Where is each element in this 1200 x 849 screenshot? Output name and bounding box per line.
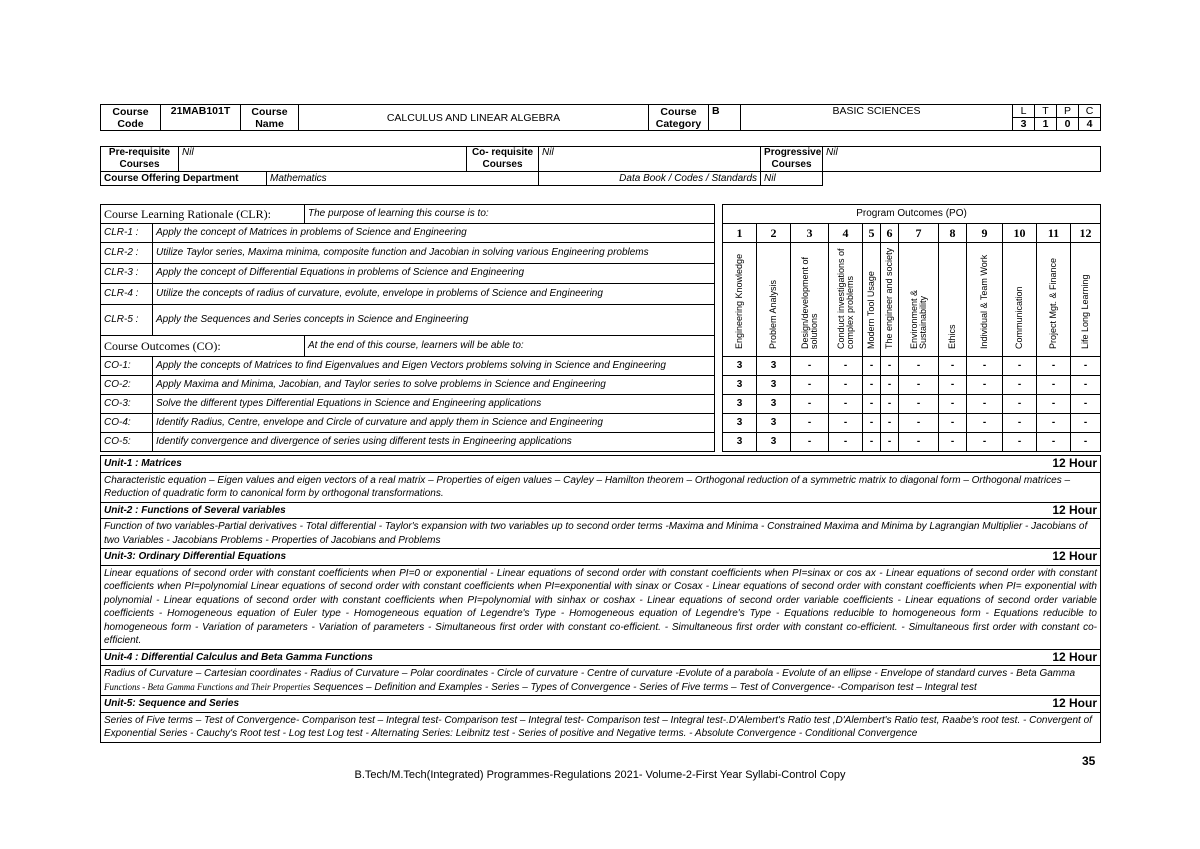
po-label: Engineering Knowledge — [723, 243, 757, 357]
unit-header — [101, 456, 1101, 473]
clr-purpose: The purpose of learning this course is to: — [305, 205, 715, 224]
co-po-value: - — [791, 433, 829, 452]
course-name-label: Course Name — [241, 105, 299, 131]
co-po-value: - — [829, 395, 863, 414]
unit-hours: 12 Hour — [1052, 456, 1097, 470]
co-po-value: - — [1071, 376, 1101, 395]
unit-title: Unit-4 : Differential Calculus and Beta Gamma Functions — [104, 651, 373, 663]
unit-title: Unit-2 : Functions of Several variables — [104, 504, 286, 516]
department-value: Mathematics — [267, 172, 539, 186]
co-po-value: - — [1071, 395, 1101, 414]
unit-header — [101, 549, 1101, 566]
course-code-label: Course Code — [101, 105, 161, 131]
co-po-value: 3 — [757, 376, 791, 395]
co-po-value: - — [899, 414, 939, 433]
co-po-value: - — [1003, 357, 1037, 376]
po-label: Modern Tool Usage — [863, 243, 881, 357]
co-po-value: - — [939, 357, 967, 376]
co-text: Identify convergence and divergence of series using different tests in Engineering applications — [153, 433, 715, 452]
co-po-value: - — [1037, 433, 1071, 452]
co-po-value: - — [881, 376, 899, 395]
co-po-value: - — [829, 433, 863, 452]
page-footer: B.Tech/M.Tech(Integrated) Programmes-Regulations 2021- Volume-2-First Year Syllabi-Control Copy — [354, 769, 846, 781]
co-po-value: - — [939, 395, 967, 414]
co-title: Course Outcomes (CO): — [101, 336, 305, 357]
co-code: CO-2: — [101, 376, 153, 395]
co-code: CO-4: — [101, 414, 153, 433]
clr-code: CLR-4 : — [101, 284, 153, 305]
unit-title: Unit-1 : Matrices — [104, 458, 182, 469]
co-po-value: - — [881, 433, 899, 452]
unit-title: Unit-5: Sequence and Series — [104, 698, 240, 709]
co-po-value: - — [1003, 414, 1037, 433]
co-po-value: 3 — [723, 357, 757, 376]
po-number: 12 — [1071, 224, 1101, 243]
unit-body: Function of two variables-Partial derivatives - Total differential - Taylor's expansion with two variables up to second order terms -Maxima and Minima - Constrained Maxima and Minima by Lagrangian Multiplier - Jacobians of two Variables - Jacobians Problems - Properties of Jacobians and Problems — [101, 519, 1101, 549]
co-po-value: - — [967, 414, 1003, 433]
co-po-value: - — [1037, 395, 1071, 414]
co-po-value: - — [1003, 376, 1037, 395]
po-label: Communication — [1003, 243, 1037, 357]
co-po-value: - — [1003, 395, 1037, 414]
co-po-value: 3 — [723, 395, 757, 414]
po-number: 7 — [899, 224, 939, 243]
co-po-value: - — [967, 357, 1003, 376]
clr-code: CLR-5 : — [101, 304, 153, 335]
po-label: Conduct investigations of complex problems — [829, 243, 863, 357]
po-label: Design/development of solutions — [791, 243, 829, 357]
unit-body: Series of Five terms – Test of Convergence- Comparison test – Integral test- Comparison test – Integral test- Comparison test – Integral test-.D'Alembert's Ratio test ,D'Alembert's Ratio test, Raabe's root test. - Convergent of Exponential Series - Cauchy's Root test - Log test Log test - Alternating Series: Leibnitz test - Series of positive and Negative terms. - Absolute Convergence - Conditional Convergence — [101, 712, 1101, 742]
co-po-value: - — [899, 433, 939, 452]
co-po-value: - — [863, 433, 881, 452]
co-po-value: - — [899, 376, 939, 395]
ltpc-value-p: 0 — [1057, 118, 1079, 131]
ltpc-value-t: 1 — [1035, 118, 1057, 131]
co-row — [101, 433, 1101, 452]
co-po-value: - — [791, 357, 829, 376]
po-label: Project Mgt. & Finance — [1037, 243, 1071, 357]
databook-label: Data Book / Codes / Standards — [539, 172, 761, 186]
co-intro: At the end of this course, learners will be able to: — [305, 336, 715, 357]
po-number: 2 — [757, 224, 791, 243]
co-code: CO-1: — [101, 357, 153, 376]
clr-code: CLR-3 : — [101, 263, 153, 284]
po-label: Ethics — [939, 243, 967, 357]
co-po-value: - — [829, 414, 863, 433]
po-number: 9 — [967, 224, 1003, 243]
po-number: 10 — [1003, 224, 1037, 243]
co-code: CO-5: — [101, 433, 153, 452]
outcomes-table — [100, 204, 1101, 452]
prerequisite-label: Pre-requisite Courses — [101, 147, 179, 172]
page-number: 35 — [1082, 754, 1096, 768]
po-number: 11 — [1037, 224, 1071, 243]
ltpc-label-t: T — [1035, 105, 1057, 118]
co-po-value: - — [1071, 414, 1101, 433]
clr-text: Utilize Taylor series, Maxima minima, composite function and Jacobian in solving various Engineering problems — [153, 243, 715, 264]
ltpc-label-c: C — [1079, 105, 1101, 118]
course-category-label: Course Category — [649, 105, 709, 131]
clr-code: CLR-1 : — [101, 224, 153, 243]
unit-hours: 12 Hour — [1052, 502, 1097, 517]
progressive-label: Progressive Courses — [761, 147, 823, 172]
co-po-value: 3 — [723, 433, 757, 452]
unit-body: Linear equations of second order with constant coefficients when PI=0 or exponential - Linear equations of second order with constant coefficients when PI=sinax or cos ax - Linear equations of second order with constant coefficients when PI=polynomial Linear equations of second order with constant coefficients when PI=exponential with sinax or Cosax - Linear equations of second order with constant coefficients when PI= exponential with polynomial - Linear equations of second order with constant coefficients when PI=polynomial with sinhax or coshax - Linear equations of second order variable coefficients - Linear equations of second order variable coefficients - Homogeneous equation of Euler type - Homogeneous equation of Legendre's Type - Homogeneous equation of Legendre's Type - Equations reducible to homogeneous form - Equations reducible to homogeneous form - Variation of parameters - Variation of parameters - Simultaneous first order with constant co-efficient. - Simultaneous first order with constant co-efficient. - Simultaneous first order with constant co-efficient. — [101, 565, 1101, 649]
co-po-value: - — [1071, 357, 1101, 376]
category-name: BASIC SCIENCES — [741, 105, 1013, 131]
po-label: Life Long Learning — [1071, 243, 1101, 357]
ltpc-value-c: 4 — [1079, 118, 1101, 131]
co-po-value: 3 — [757, 414, 791, 433]
co-po-value: - — [1003, 433, 1037, 452]
po-number: 6 — [881, 224, 899, 243]
unit-hours: 12 Hour — [1052, 549, 1097, 563]
co-po-value: - — [863, 395, 881, 414]
clr-text: Apply the concept of Differential Equations in problems of Science and Engineering — [153, 263, 715, 284]
prerequisite-value: Nil — [179, 147, 467, 172]
corequisite-label: Co- requisite Courses — [467, 147, 539, 172]
co-po-value: - — [1071, 433, 1101, 452]
co-po-value: - — [967, 376, 1003, 395]
po-label: Problem Analysis — [757, 243, 791, 357]
po-number: 5 — [863, 224, 881, 243]
co-text: Identify Radius, Centre, envelope and Circle of curvature and apply them in Science and Engineering — [153, 414, 715, 433]
co-po-value: - — [791, 395, 829, 414]
unit-hours: 12 Hour — [1052, 649, 1097, 664]
po-label: Environment & Sustainability — [899, 243, 939, 357]
po-title: Program Outcomes (PO) — [723, 205, 1101, 224]
co-po-value: - — [791, 414, 829, 433]
co-po-value: 3 — [723, 414, 757, 433]
co-row — [101, 414, 1101, 433]
po-number: 3 — [791, 224, 829, 243]
co-po-value: - — [881, 414, 899, 433]
co-po-value: - — [829, 376, 863, 395]
co-po-value: 3 — [723, 376, 757, 395]
co-po-value: - — [899, 395, 939, 414]
clr-text: Utilize the concepts of radius of curvature, evolute, envelope in problems of Science and Engineering — [153, 284, 715, 305]
unit-body: Radius of Curvature – Cartesian coordinates - Radius of Curvature – Polar coordinates - Circle of curvature - Centre of curvature -Evolute of a parabola - Evolute of an ellipse - Envelope of standard curves - Beta Gamma Functions - Beta Gamma Functions and Their Properties Sequences – Definition and Examples - Series – Types of Convergence - Series of Five terms – Test of Convergence- -Comparison test – Integral test — [101, 666, 1101, 696]
co-po-value: - — [967, 395, 1003, 414]
co-po-value: - — [863, 376, 881, 395]
co-po-value: - — [829, 357, 863, 376]
co-po-value: 3 — [757, 357, 791, 376]
units-table — [100, 455, 1101, 743]
unit-header — [101, 502, 1101, 519]
co-po-value: - — [939, 433, 967, 452]
co-code: CO-3: — [101, 395, 153, 414]
co-po-value: - — [881, 395, 899, 414]
co-po-value: - — [1037, 357, 1071, 376]
clr-text: Apply the concept of Matrices in problems of Science and Engineering — [153, 224, 715, 243]
co-po-value: - — [939, 414, 967, 433]
co-po-value: 3 — [757, 395, 791, 414]
co-po-value: - — [1037, 414, 1071, 433]
course-code: 21MAB101T — [161, 105, 241, 131]
clr-code: CLR-2 : — [101, 243, 153, 264]
co-text: Solve the different types Differential Equations in Science and Engineering applications — [153, 395, 715, 414]
unit-hours: 12 Hour — [1052, 696, 1097, 710]
co-po-value: - — [967, 433, 1003, 452]
databook-value: Nil — [761, 172, 823, 186]
course-category: B — [709, 105, 741, 131]
ltpc-label-p: P — [1057, 105, 1079, 118]
po-number: 8 — [939, 224, 967, 243]
corequisite-value: Nil — [539, 147, 761, 172]
co-po-value: - — [881, 357, 899, 376]
unit-header — [101, 696, 1101, 713]
clr-title: Course Learning Rationale (CLR): — [101, 205, 305, 224]
co-po-value: 3 — [757, 433, 791, 452]
clr-text: Apply the Sequences and Series concepts in Science and Engineering — [153, 304, 715, 335]
co-po-value: - — [863, 357, 881, 376]
progressive-value: Nil — [823, 147, 1101, 172]
co-text: Apply the concepts of Matrices to find Eigenvalues and Eigen Vectors problems solving in Science and Engineering — [153, 357, 715, 376]
unit-body: Characteristic equation – Eigen values and eigen vectors of a real matrix – Properties of eigen values – Cayley – Hamilton theorem – Orthogonal reduction of a symmetric matrix to diagonal form – Orthogonal matrices – Reduction of quadratic form to canonical form by orthogonal transformations. — [101, 472, 1101, 502]
department-label: Course Offering Department — [101, 172, 267, 186]
course-header-table — [100, 104, 1101, 131]
unit-title: Unit-3: Ordinary Differential Equations — [104, 551, 287, 562]
po-label: Individual & Team Work — [967, 243, 1003, 357]
co-po-value: - — [939, 376, 967, 395]
prerequisite-table — [100, 146, 1101, 186]
po-number: 4 — [829, 224, 863, 243]
co-po-value: - — [791, 376, 829, 395]
co-text: Apply Maxima and Minima, Jacobian, and Taylor series to solve problems in Science and Engineering — [153, 376, 715, 395]
unit-header — [101, 649, 1101, 666]
co-po-value: - — [863, 414, 881, 433]
ltpc-value-l: 3 — [1013, 118, 1035, 131]
ltpc-label-l: L — [1013, 105, 1035, 118]
po-label: The engineer and society — [881, 243, 899, 357]
co-row — [101, 376, 1101, 395]
co-row — [101, 395, 1101, 414]
co-po-value: - — [1037, 376, 1071, 395]
course-name: CALCULUS AND LINEAR ALGEBRA — [299, 105, 649, 131]
po-number: 1 — [723, 224, 757, 243]
co-row — [101, 357, 1101, 376]
co-po-value: - — [899, 357, 939, 376]
